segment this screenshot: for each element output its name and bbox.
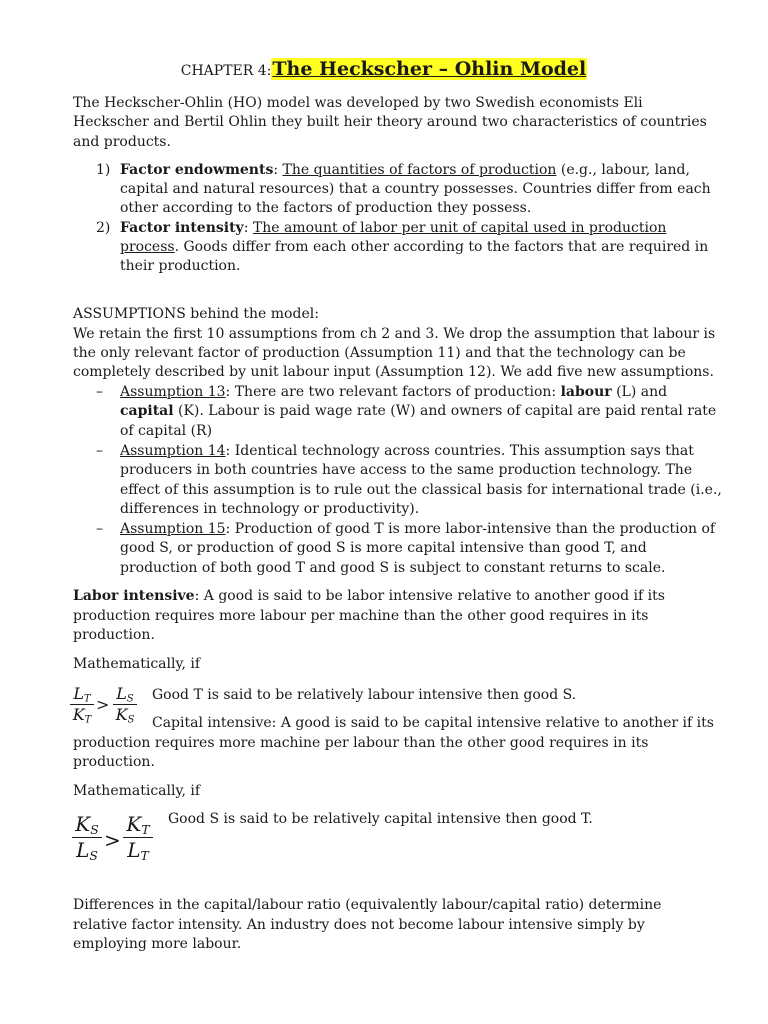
assumption-14-line: differences in technology or productivity). (120, 501, 420, 517)
assumption-13-line: capital (K). Labour is paid wage rate (W) and owners of capital are paid rental rate (120, 403, 717, 419)
capital-intensive-line: production. (73, 754, 155, 770)
assumption-14-line: producers in both countries have access to the same production technology. The (120, 462, 693, 478)
intro-line-1: The Heckscher-Ohlin (HO) model was developed by two Swedish economists Eli (73, 95, 643, 111)
assumption-14-line: effect of this assumption is to rule out the classical basis for international trade (i.e., (120, 482, 722, 498)
chapter-heading: The Heckscher – Ohlin Model (272, 58, 587, 80)
dash-bullet: – (96, 384, 103, 400)
labor-intensive-definition: Labor intensive: A good is said to be labor intensive relative to another good if its (73, 588, 665, 604)
numbered-item-2-line: process. Goods differ from each other according to the factors that are required in (120, 239, 709, 255)
labor-intensive-line: production requires more labour per machine than the other good requires in its (73, 608, 649, 624)
conclusion-line: employing more labour. (73, 936, 242, 952)
definition: The quantities of factors of production (282, 162, 557, 178)
intro-line-2: Heckscher and Bertil Ohlin they built heir theory around two characteristics of countries (73, 114, 707, 130)
fraction-lt-kt: $L_T$ $K_T$ (70, 684, 94, 726)
conclusion-line: relative factor intensity. An industry does not become labour intensive simply by (73, 917, 645, 933)
numbered-item-2: Factor intensity: The amount of labor per unit of capital used in production (120, 220, 667, 236)
math-statement-1: Good T is said to be relatively labour intensive then good S. (152, 687, 577, 703)
math-intro-2: Mathematically, if (73, 783, 201, 799)
dash-bullet: – (96, 443, 103, 459)
conclusion-line: Differences in the capital/labour ratio (equivalently labour/capital ratio) determine (73, 897, 662, 913)
capital-intensive-definition: Capital intensive: A good is said to be capital intensive relative to another if its (152, 715, 714, 731)
assumptions-line: the only relevant factor of production (Assumption 11) and that the technology can be (73, 345, 686, 361)
chapter-label: CHAPTER 4: (180, 63, 272, 79)
chapter-title (0, 58, 768, 80)
numbered-item-1-line: capital and natural resources) that a country possesses. Countries differ from each (120, 181, 711, 197)
fraction-ls-ks: $L_S$ $K_S$ (113, 684, 137, 726)
numbered-item-1: Factor endowments: The quantities of factors of production (e.g., labour, land, (120, 162, 690, 178)
fraction-ks-ls: $K_S$ $L_S$ (72, 812, 102, 863)
term: Factor endowments (120, 162, 274, 178)
term: Factor intensity (120, 220, 244, 236)
intro-line-3: and products. (73, 134, 171, 150)
assumptions-heading: ASSUMPTIONS behind the model: (73, 306, 319, 322)
assumptions-line: completely described by unit labour input (Assumption 12). We add five new assumptions. (73, 364, 714, 380)
capital-intensive-line: production requires more machine per labour than the other good requires in its (73, 735, 649, 751)
definition: The amount of labor per unit of capital used in production (252, 220, 667, 236)
list-number: 2) (96, 220, 111, 236)
assumption-15-line: production of both good T and good S is subject to constant returns to scale. (120, 560, 666, 576)
assumption-13-line: of capital (R) (120, 423, 213, 439)
dash-bullet: – (96, 521, 103, 537)
fraction-kt-lt: $K_T$ $L_T$ (123, 812, 153, 863)
assumption-15-line: good S, or production of good S is more capital intensive than good T, and (120, 540, 647, 556)
math-intro-1: Mathematically, if (73, 656, 201, 672)
labor-intensive-line: production. (73, 627, 155, 643)
assumption-14: Assumption 14: Identical technology across countries. This assumption says that (120, 443, 694, 459)
assumption-13: Assumption 13: There are two relevant factors of production: labour (L) and (120, 384, 668, 400)
list-number: 1) (96, 162, 111, 178)
numbered-item-2-line: their production. (120, 258, 241, 274)
math-statement-2: Good S is said to be relatively capital intensive then good T. (168, 811, 593, 827)
numbered-item-1-line: other according to the factors of production they possess. (120, 200, 532, 216)
assumption-15: Assumption 15: Production of good T is more labor-intensive than the production of (120, 521, 716, 537)
assumptions-line: We retain the first 10 assumptions from ch 2 and 3. We drop the assumption that labour is (73, 326, 716, 342)
greater-than-symbol: > (104, 828, 121, 852)
greater-than-symbol: > (96, 695, 110, 714)
